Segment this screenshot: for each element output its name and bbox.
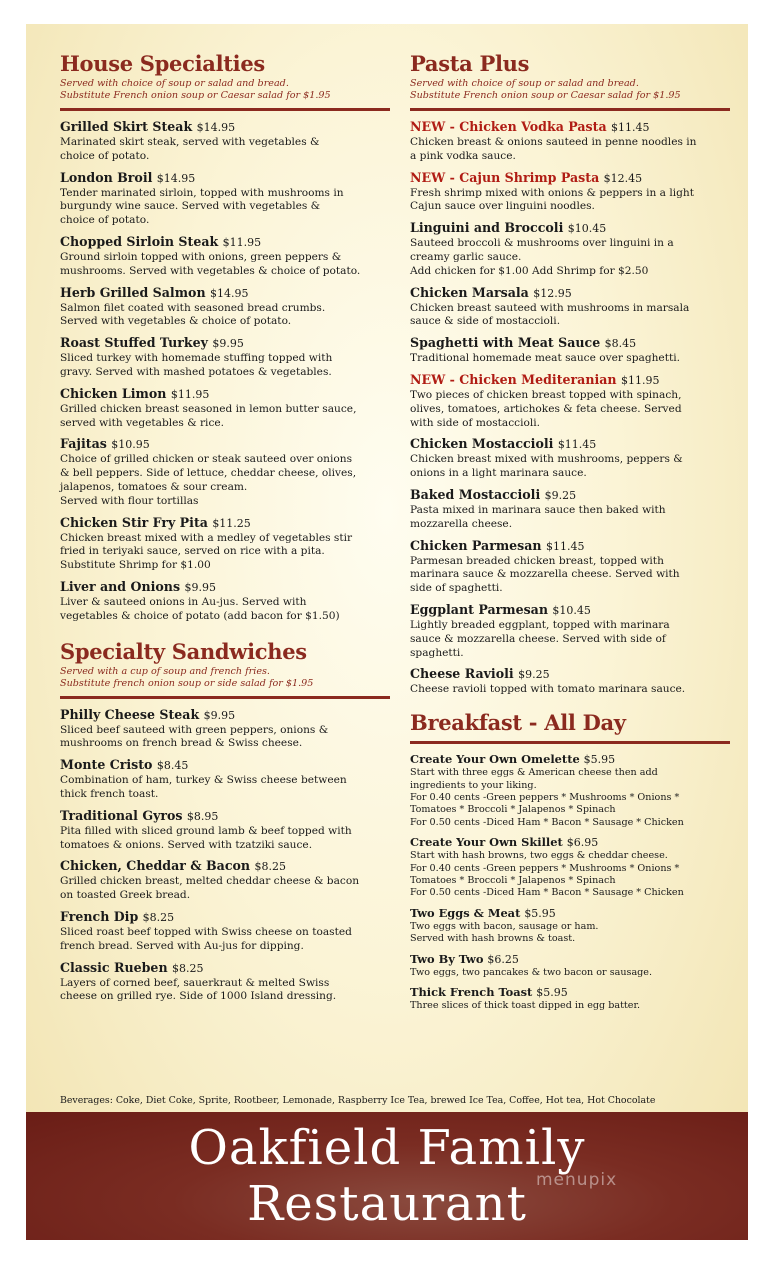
pasta-plus-list [410,119,730,697]
menu-item-price: $8.25 [254,860,286,874]
item-name-text: Fajitas [60,436,107,452]
menu-item-price: $10.45 [567,222,607,236]
menu-item-name [60,386,390,403]
menu-item [410,602,730,660]
item-name-text: Two Eggs & Meat [410,905,521,920]
menu-item [410,752,730,829]
menu-item [60,960,390,1005]
item-name-text: Chicken Limon [60,385,167,401]
menu-item [60,119,390,164]
menu-item-name [60,858,390,875]
menu-item-price: $6.25 [487,952,519,966]
item-name-text: Chicken Mostaccioli [410,436,554,452]
menu-page [26,24,748,1240]
menu-item-name [410,436,730,453]
menu-item-description: on toasted Greek bread. [60,889,191,902]
menu-item-description: french bread. Served with Au-jus for dipping. [60,939,304,952]
menu-item-name [60,515,390,532]
menu-item-name [60,808,390,825]
section-divider [410,108,730,111]
section-divider [60,108,390,111]
item-name-text: Create Your Own Omelette [410,752,580,767]
menu-item-price: $9.25 [544,488,577,502]
menu-item-name [410,538,730,555]
menupix-watermark: menupix [536,1170,618,1190]
menu-item-name [410,835,730,850]
menu-item-description: Tomatoes * Broccoli * Jalapenos * Spinach [410,804,616,816]
menu-item-name [60,285,390,302]
menu-item-price: $9.25 [518,668,550,682]
menu-item-name [410,952,730,967]
menu-item [60,386,390,431]
item-name-text: Monte Cristo [60,757,153,773]
menu-item-description: Layers of corned beef, sauerkraut & melted Swiss [60,976,330,989]
menu-item-description: choice of potato. [60,214,150,227]
menu-item-description: ingredients to your liking. [410,779,537,791]
menu-item-price: $11.25 [212,516,251,530]
menu-item [60,579,390,624]
menu-item [60,515,390,573]
menu-item [60,909,390,954]
menu-item-price: $11.95 [620,373,660,387]
left-column [60,52,390,1010]
menu-item-description: burgundy wine sauce. Served with vegetables & [60,200,321,213]
menu-item-price: $8.45 [604,337,637,351]
pasta-subtitle [410,78,730,102]
menu-item-description: sauce & mozzarella cheese. Served with side of [410,632,666,645]
menu-item [410,220,730,278]
menu-item-description: onions in a light marinara sauce. [410,467,587,480]
menu-item-description: Ground sirloin topped with onions, green peppers & [60,250,342,263]
menu-item-description: Salmon filet coated with seasoned bread crumbs. [60,301,326,314]
restaurant-name-line1: Oakfield Family [188,1120,586,1176]
menu-item-name [60,119,390,136]
menu-item-description: Fresh shrimp mixed with onions & peppers in a light [410,186,694,199]
menu-item-name [60,234,390,251]
pasta-plus-title: Pasta Plus [410,51,530,76]
menu-item-name [410,906,730,921]
menu-item-description: Served with hash browns & toast. [410,933,576,945]
menu-item-description: side of spaghetti. [410,582,503,595]
menu-item-description: Sauteed broccoli & mushrooms over linguini in a [410,237,674,250]
item-name-text: Roast Stuffed Turkey [60,335,208,351]
menu-item-description: cheese on grilled rye. Side of 1000 Island dressing. [60,990,337,1003]
menu-item [410,170,730,215]
menu-item-name [410,335,730,352]
menu-item-description: Start with three eggs & American cheese then add [410,767,658,779]
menu-item-description: sauce & side of mostaccioli. [410,315,561,328]
menu-item-price: $8.25 [172,961,204,975]
menu-item [60,858,390,903]
menu-item-description: Lightly breaded eggplant, topped with marinara [410,618,670,631]
menu-item-price: $11.45 [545,539,585,553]
menu-item-description: Choice of grilled chicken or steak sauteed over onions [60,453,353,466]
menu-item [410,666,730,697]
pasta-sub-line1: Served with choice of soup or salad and bread. [410,78,639,89]
menu-item-description: For 0.50 cents -Diced Ham * Bacon * Sausage * Chicken [410,887,684,899]
item-name-text: London Broil [60,169,153,185]
menu-item [410,538,730,596]
right-column [410,52,730,1018]
menu-item-description: gravy. Served with mashed potatoes & vegetables. [60,365,332,378]
specialty-sandwiches-list [60,707,390,1005]
menu-item-price: $5.95 [524,906,556,920]
menu-item-description: mushrooms. Served with vegetables & choice of potato. [60,264,361,277]
menu-item-price: $8.95 [186,809,219,823]
item-name-text: Classic Rueben [60,959,168,975]
item-name-text: Herb Grilled Salmon [60,284,206,300]
menu-item-name [60,579,390,596]
menu-item-description: olives, tomatoes, artichokes & feta cheese. Served [410,402,682,415]
menu-item-price: $9.95 [212,337,244,351]
menu-item-name [410,666,730,683]
item-name-text: Chicken Marsala [410,284,529,300]
house-specialties-subtitle [60,78,390,102]
menu-item-description: Chicken breast mixed with mushrooms, peppers & [410,453,683,466]
menu-item-description: For 0.40 cents -Green peppers * Mushrooms * Onions * [410,862,680,874]
menu-item-price: $11.95 [170,387,210,401]
menu-item-description: Parmesan breaded chicken breast, topped with [410,554,664,567]
menu-item [60,170,390,228]
beverages-line: Beverages: Coke, Diet Coke, Sprite, Rootbeer, Lemonade, Raspberry Ice Tea, brewed Ice Tea, Coffee, Hot tea, Hot Chocolate [60,1095,656,1106]
menu-item-price: $9.95 [184,580,216,594]
menu-item-description: Three slices of thick toast dipped in egg batter. [410,1000,641,1011]
menu-item-description: Tomatoes * Broccoli * Jalapenos * Spinach [410,874,616,886]
menu-item-description: Served with flour tortillas [60,494,199,507]
menu-item-price: $14.95 [156,171,196,185]
menu-item-name [60,960,390,977]
house-specialties-list [60,119,390,624]
menu-item [410,372,730,430]
item-name-text: Chicken Parmesan [410,537,542,553]
menu-item-name [410,220,730,237]
menu-item-name [410,985,730,1000]
menu-item-description: Chicken breast & onions sauteed in penne noodles in [410,136,697,148]
item-name-text: Philly Cheese Steak [60,706,200,722]
restaurant-name-line2: Restaurant [247,1176,527,1232]
menu-item-description: marinara sauce & mozzarella cheese. Served with [410,568,680,581]
menu-item-description: served with vegetables & rice. [60,416,225,429]
menu-item-description: For 0.40 cents -Green peppers * Mushrooms * Onions * [410,791,680,803]
menu-item [410,335,730,366]
menu-item-description: Two eggs, two pancakes & two bacon or sausage. [410,966,653,978]
section-divider [60,696,390,699]
item-name-text: Chicken Stir Fry Pita [60,514,208,530]
item-name-text: Linguini and Broccoli [410,220,564,236]
menu-item [60,757,390,802]
menu-item [410,436,730,481]
breakfast-title: Breakfast - All Day [410,710,626,736]
item-name-text: Grilled Skirt Steak [60,119,193,134]
item-name-text: NEW - Chicken Vodka Pasta [410,119,607,134]
menu-item-description: Grilled chicken breast, melted cheddar cheese & bacon [60,875,360,888]
menu-item-description: Traditional homemade meat sauce over spaghetti. [410,352,680,365]
menu-item-price: $5.95 [536,986,568,999]
menu-item-price: $12.95 [533,286,572,300]
menu-item-description: jalapenos, tomatoes & sour cream. [60,480,248,493]
menu-item [60,335,390,380]
menu-item-price: $5.95 [583,753,616,767]
menu-item-price: $10.45 [552,603,591,617]
menu-item-description: Marinated skirt steak, served with vegetables & [60,136,320,148]
item-name-text: Thick French Toast [410,985,533,999]
menu-item-name [60,909,390,926]
item-name-text: Create Your Own Skillet [410,835,563,850]
item-name-text: Baked Mostaccioli [410,486,541,502]
sandwiches-sub-line1: Served with a cup of soup and french fries. [60,665,270,677]
item-name-text: Two By Two [410,951,484,966]
menu-item-name [410,487,730,504]
menu-item-price: $11.45 [557,438,597,452]
pasta-sub-line2: Substitute French onion soup or Caesar salad for $1.95 [410,90,681,101]
menu-item-name [60,707,390,724]
menu-item-name [60,757,390,774]
menu-item-name [60,335,390,352]
menu-item [60,707,390,752]
menu-item-price: $10.95 [111,438,150,452]
specialty-sandwiches-title: Specialty Sandwiches [60,638,307,664]
menu-item-description: Cheese ravioli topped with tomato marinara sauce. [410,683,686,696]
menu-item-description: Combination of ham, turkey & Swiss cheese between [60,774,347,787]
menu-item-description: Start with hash browns, two eggs & cheddar cheese. [410,850,668,862]
menu-item-name [60,436,390,453]
menu-item-description: creamy garlic sauce. [410,250,522,263]
menu-item-description: vegetables & choice of potato (add bacon for $1.50) [60,609,340,622]
item-name-text: NEW - Chicken Mediteranian [410,371,617,387]
menu-item-price: $11.95 [222,235,262,249]
menu-item-price: $14.95 [210,286,249,300]
menu-item-description: mozzarella cheese. [410,517,513,530]
menu-item-description: Served with vegetables & choice of potato. [60,315,292,328]
menu-item [60,234,390,279]
menu-item-name [410,119,730,136]
menu-item-price: $8.45 [156,759,189,773]
menu-item [410,906,730,946]
menu-item-description: Two pieces of chicken breast topped with spinach, [410,388,682,401]
menu-item-description: Pasta mixed in marinara sauce then baked with [410,503,666,516]
item-name-text: French Dip [60,908,139,924]
menu-item-name [410,285,730,302]
menu-item-price: $8.25 [142,910,175,924]
menu-item-description: Tender marinated sirloin, topped with mushrooms in [60,186,344,199]
item-name-text: Chopped Sirloin Steak [60,233,219,249]
menu-item-description: spaghetti. [410,646,464,659]
sandwiches-subtitle [60,666,390,690]
menu-item-name [410,170,730,187]
menu-item-price: $11.45 [611,121,650,134]
menu-item [410,952,730,979]
menu-item-name [60,170,390,187]
restaurant-name-banner [26,1112,748,1240]
menu-item [410,487,730,532]
item-name-text: NEW - Cajun Shrimp Pasta [410,169,600,185]
menu-item [410,119,730,164]
item-name-text: Eggplant Parmesan [410,601,548,617]
menu-item-description: choice of potato. [60,149,150,162]
menu-item-description: Two eggs with bacon, sausage or ham. [410,920,599,932]
menu-item [410,985,730,1012]
item-name-text: Traditional Gyros [60,807,183,823]
menu-item-description: Chicken breast mixed with a medley of vegetables stir [60,531,353,544]
menu-item-price: $12.45 [603,171,643,185]
menu-item-description: Pita filled with sliced ground lamb & beef topped with [60,824,352,837]
house-sub-line2: Substitute French onion soup or Caesar salad for $1.95 [60,90,331,101]
menu-item-price: $14.95 [196,121,236,134]
menu-item [410,835,730,900]
item-name-text: Chicken, Cheddar & Bacon [60,858,251,874]
menu-item [60,436,390,508]
menu-item-description: Cajun sauce over linguini noodles. [410,200,595,213]
sandwiches-sub-line2: Substitute french onion soup or side salad for $1.95 [60,677,314,689]
menu-item [60,808,390,853]
menu-item-description: Sliced beef sauteed with green peppers, onions & [60,723,329,736]
item-name-text: Liver and Onions [60,578,181,594]
menu-item-description: tomatoes & onions. Served with tzatziki sauce. [60,838,313,851]
section-divider [410,741,730,744]
menu-item-name [410,372,730,389]
menu-item [410,285,730,330]
house-specialties-title: House Specialties [60,51,265,76]
menu-item-description: Sliced turkey with homemade stuffing topped with [60,352,333,365]
house-sub-line1: Served with choice of soup or salad and bread. [60,78,289,89]
item-name-text: Cheese Ravioli [410,666,514,682]
menu-item-description: Add chicken for $1.00 Add Shrimp for $2.50 [410,264,649,277]
menu-item-description: a pink vodka sauce. [410,149,516,162]
menu-item-description: Grilled chicken breast seasoned in lemon butter sauce, [60,402,357,415]
menu-item-price: $6.95 [566,836,599,850]
menu-item-description: Sliced roast beef topped with Swiss cheese on toasted [60,925,352,938]
menu-item-description: thick french toast. [60,787,159,800]
menu-item-name [410,752,730,767]
menu-item-price: $9.95 [203,708,236,722]
breakfast-list [410,752,730,1012]
menu-item [60,285,390,330]
menu-item-description: Chicken breast sauteed with mushrooms in marsala [410,301,690,314]
menu-item-description: Liver & sauteed onions in Au-jus. Served with [60,595,307,608]
menu-item-description: mushrooms on french bread & Swiss cheese. [60,737,303,750]
menu-item-name [410,602,730,619]
menu-item-description: with side of mostaccioli. [410,416,541,429]
menu-item-description: fried in teriyaki sauce, served on rice with a pita. [60,545,325,558]
menu-item-description: For 0.50 cents -Diced Ham * Bacon * Sausage * Chicken [410,816,684,828]
menu-item-description: & bell peppers. Side of lettuce, cheddar cheese, olives, [60,467,357,480]
menu-item-description: Substitute Shrimp for $1.00 [60,559,211,572]
item-name-text: Spaghetti with Meat Sauce [410,335,601,351]
